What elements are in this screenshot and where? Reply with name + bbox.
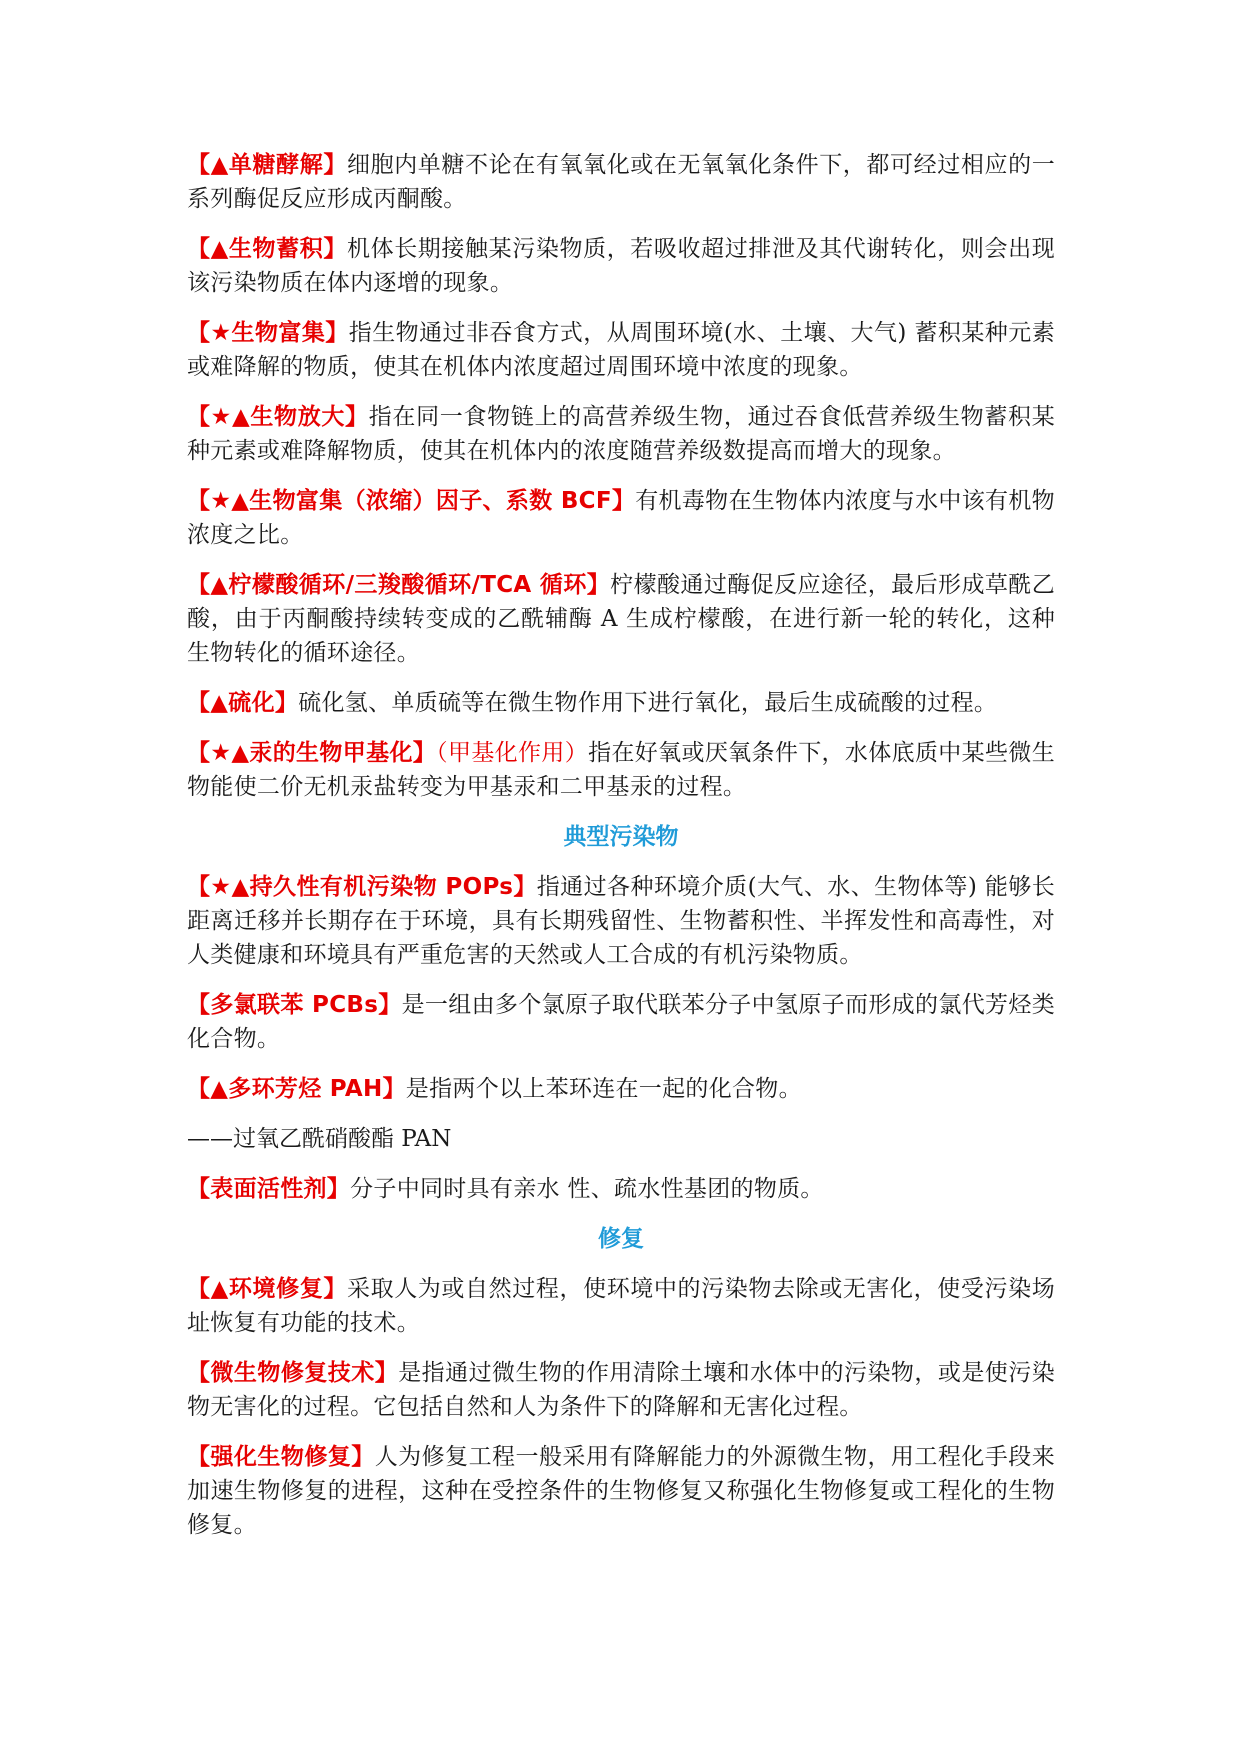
entry-term: 【▲生物蓄积】	[187, 236, 347, 262]
entry-term: 【▲硫化】	[187, 690, 299, 716]
entry-term: 【强化生物修复】	[187, 1444, 375, 1470]
entry-tca-cycle	[187, 568, 1055, 670]
entry-term: 【▲柠檬酸循环/三羧酸循环/TCA 循环】	[187, 572, 611, 598]
entry-bioaccumulation	[187, 232, 1055, 300]
entry-term: 【▲单糖酵解】	[187, 152, 347, 178]
entry-term: 【★▲汞的生物甲基化】	[187, 740, 437, 766]
entry-pcbs	[187, 988, 1055, 1056]
entry-sulfurization	[187, 686, 1055, 720]
entry-mercury-methylation	[187, 736, 1055, 804]
entry-definition: 是指两个以上苯环连在一起的化合物。	[405, 1076, 802, 1102]
entry-definition: 柠檬酸通过酶促反应途径，最后形成草酰乙酸，由于丙酮酸持续转变成的乙酰辅酶 A 生成柠檬酸，在进行新一轮的转化，这种生物转化的循环途径。	[187, 572, 1055, 666]
pan-line: ——过氧乙酰硝酸酯 PAN	[187, 1126, 452, 1152]
entry-definition: 硫化氢、单质硫等在微生物作用下进行氧化，最后生成硫酸的过程。	[298, 690, 998, 716]
entry-term-aside: （甲基化作用）	[436, 740, 589, 766]
entry-surfactant	[187, 1172, 1055, 1206]
entry-term: 【多氯联苯 PCBs】	[187, 992, 402, 1018]
entry-term: 【★▲生物放大】	[187, 404, 369, 430]
entry-definition: 指生物通过非吞食方式，从周围环境(水、土壤、大气) 蓄积某种元素或难降解的物质，使其在机体内浓度超过周围环境中浓度的现象。	[187, 320, 1055, 380]
entry-term: 【★▲持久性有机污染物 POPs】	[187, 874, 537, 900]
entry-definition: 是指通过微生物的作用清除土壤和水体中的污染物，或是使污染物无害化的过程。它包括自然和人为条件下的降解和无害化过程。	[187, 1360, 1056, 1420]
entry-term: 【微生物修复技术】	[187, 1360, 399, 1386]
entry-definition: 指在同一食物链上的高营养级生物，通过吞食低营养级生物蓄积某种元素或难降解物质，使其在机体内的浓度随营养级数提高而增大的现象。	[187, 404, 1055, 464]
entry-definition: 采取人为或自然过程，使环境中的污染物去除或无害化，使受污染场址恢复有功能的技术。	[187, 1276, 1055, 1336]
entry-definition: 有机毒物在生物体内浓度与水中该有机物浓度之比。	[187, 488, 1055, 548]
section-heading-pollutants: 典型污染物	[563, 824, 679, 850]
entry-environmental-remediation	[187, 1272, 1055, 1340]
section-heading-repair: 修复	[598, 1226, 644, 1252]
entry-definition: 指通过各种环境介质(大气、水、生物体等) 能够长距离迁移并长期存在于环境，具有长期残留性、生物蓄积性、半挥发性和高毒性，对人类健康和环境具有严重危害的天然或人工合成的有机污染物质。	[187, 874, 1055, 968]
entry-term: 【▲环境修复】	[187, 1276, 347, 1302]
entry-enhanced-bioremediation	[187, 1440, 1055, 1542]
entry-bcf	[187, 484, 1055, 552]
entry-biomagnification	[187, 400, 1055, 468]
entry-bioconcentration	[187, 316, 1055, 384]
entry-definition: 指在好氧或厌氧条件下，水体底质中某些微生物能使二价无机汞盐转变为甲基汞和二甲基汞的过程。	[187, 740, 1055, 800]
entry-definition: 机体长期接触某污染物质，若吸收超过排泄及其代谢转化，则会出现该污染物质在体内逐增的现象。	[187, 236, 1055, 296]
entry-term: 【★▲生物富集（浓缩）因子、系数 BCF】	[187, 488, 636, 514]
entry-term: 【▲多环芳烃 PAH】	[187, 1076, 406, 1102]
document-page	[187, 148, 1055, 1558]
entry-definition: 人为修复工程一般采用有降解能力的外源微生物，用工程化手段来加速生物修复的进程，这种在受控条件的生物修复又称强化生物修复或工程化的生物修复。	[187, 1444, 1056, 1538]
entry-definition: 细胞内单糖不论在有氧氧化或在无氧氧化条件下，都可经过相应的一系列酶促反应形成丙酮酸。	[187, 152, 1055, 212]
entry-pah	[187, 1072, 1055, 1106]
entry-term: 【★生物富集】	[187, 320, 349, 346]
entry-microbial-remediation	[187, 1356, 1055, 1424]
entry-definition: 分子中同时具有亲水 性、疏水性基团的物质。	[350, 1176, 824, 1202]
entry-monosaccharide-glycolysis	[187, 148, 1055, 216]
entry-pops	[187, 870, 1055, 972]
entry-definition: 是一组由多个氯原子取代联苯分子中氢原子而形成的氯代芳烃类化合物。	[187, 992, 1056, 1052]
entry-term: 【表面活性剂】	[187, 1176, 351, 1202]
